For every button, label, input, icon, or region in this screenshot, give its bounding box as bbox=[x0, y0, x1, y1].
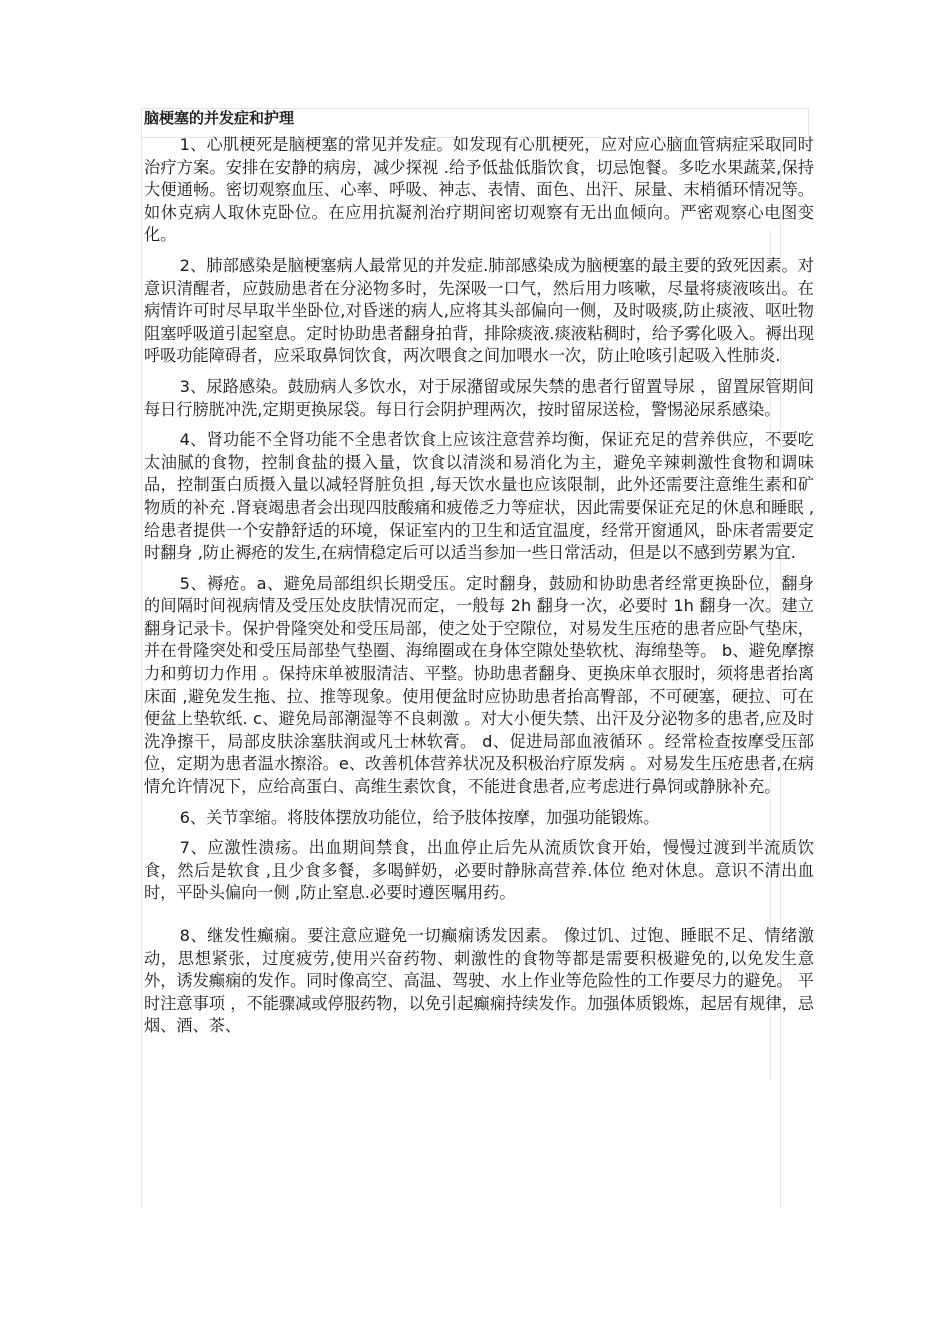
paragraph-renal-insufficiency: 4、肾功能不全肾功能不全患者饮食上应该注意营养均衡，保证充足的营养供应，不要吃太油腻的食物，控制食盐的摄入量，饮食以清淡和易消化为主，避免辛辣刺激性食物和调味品，控制蛋白质摄入量以减轻肾脏负担 ,每天饮水量也应该限制，此外还需要注意维生素和矿物质的补充 .肾衰竭患者会出现四肢酸痛和疲倦乏力等症状，因此需要保证充足的休息和睡眠 ,给患者提供一个安静舒适的环境，保证室内的卫生和适宜温度，经常开窗通风，卧床者需要定时翻身 ,防止褥疮的发生,在病情稳定后可以适当参加一些日常活动，但是以不感到劳累为宜. bbox=[144, 430, 814, 563]
paragraph-bedsore: 5、褥疮。a、避免局部组织长期受压。定时翻身，鼓励和协助患者经常更换卧位，翻身的间隔时间视病情及受压处皮肤情况而定，一般每 2h 翻身一次，必要时 1h 翻身一次。建立翻身记录卡。保护骨隆突处和受压局部，使之处于空隙位，对易发生压疮的患者应卧气垫床，并在骨隆突处和受压局部垫气垫圈、海绵圈或在身体空隙处垫软枕、海绵垫等。 b、避免摩擦力和剪切力作用 。保持床单被服清洁、平整。协助患者翻身、更换床单衣服时，须将患者抬离床面 ,避免发生拖、拉、推等现象。使用便盆时应协助患者抬高臀部，不可硬塞，硬拉、可在便盆上垫软纸. c、避免局部潮湿等不良刺激 。对大小便失禁、出汗及分泌物多的患者,应及时洗净擦干，局部皮肤涂塞肤润或凡士林软膏。 d、促进局部血液循环 。经常检查按摩受压部位，定期为患者温水擦浴。e、改善机体营养状况及积极治疗原发病 。对易发生压疮患者,在病情允许情况下，应给高蛋白、高维生素饮食，不能进食患者,应考虑进行鼻饲或静脉补充。 bbox=[144, 573, 814, 797]
document-body bbox=[144, 134, 814, 1046]
paragraph-lung-infection: 2、肺部感染是脑梗塞病人最常见的并发症.肺部感染成为脑梗塞的最主要的致死因素。对意识清醒者，应鼓励患者在分泌物多时，先深吸一口气，然后用力咳嗽，尽量将痰液咳出。在病情许可时尽早取半坐卧位,对昏迷的病人,应将其头部偏向一侧，及时吸痰,防止痰液、呕吐物阻塞呼吸道引起窒息。定时协助患者翻身拍背，排除痰液.痰液粘稠时，给予雾化吸入。褥出现呼吸功能障碍者，应采取鼻饲饮食，两次喂食之间加喂水一次，防止呛咳引起吸入性肺炎. bbox=[144, 255, 814, 366]
paragraph-myocardial-infarction: 1、心肌梗死是脑梗塞的常见并发症。如发现有心肌梗死，应对应心脑血管病症采取同时治疗方案。安排在安静的病房，减少探视 .给予低盐低脂饮食，切忌饱餐。多吃水果蔬菜,保持大便通畅。密切观察血压、心率、呼吸、神志、表情、面色、出汗、尿量、末梢循环情况等。如休克病人取休克卧位。在应用抗凝剂治疗期间密切观察有无出血倾向。严密观察心电图变化。 bbox=[144, 135, 814, 245]
paragraph-urinary-infection: 3、尿路感染。鼓励病人多饮水，对于尿潴留或尿失禁的患者行留置导尿 ，留置尿管期间每日行膀胱冲洗,定期更换尿袋。每日行会阴护理两次，按时留尿送检，警惕泌尿系感染。 bbox=[144, 376, 814, 419]
paragraph-joint-contracture: 6、关节挛缩。将肢体摆放功能位，给予肢体按摩，加强功能锻炼。 bbox=[179, 807, 660, 827]
paragraph-epilepsy: 8、继发性癫痫。要注意应避免一切癫痫诱发因素。 像过饥、过饱、睡眠不足、情绪激动，思想紧张，过度疲劳,使用兴奋药物、刺激性的食物等都是需要积极避免的,以免发生意外，诱发癫痫的发作。同时像高空、高温、驾驶、水上作业等危险性的工作要尽力的避免。 平时注意事项 ，不能骤减或停服药物，以免引起癫痫持续发作。加强体质锻炼，起居有规律，忌烟、酒、茶、 bbox=[144, 926, 814, 1036]
document-title: 脑梗塞的并发症和护理 bbox=[144, 109, 295, 127]
paragraph-stress-ulcer: 7、应激性溃疡。出血期间禁食，出血停止后先从流质饮食开始，慢慢过渡到半流质饮食，然后是软食 ,且少食多餐，多喝鲜奶，必要时静脉高营养.体位 绝对休息。意识不清出血时，平卧头偏向一侧 ,防止窒息.必要时遵医嘱用药。 bbox=[144, 838, 814, 903]
table-border-left bbox=[141, 138, 142, 1208]
